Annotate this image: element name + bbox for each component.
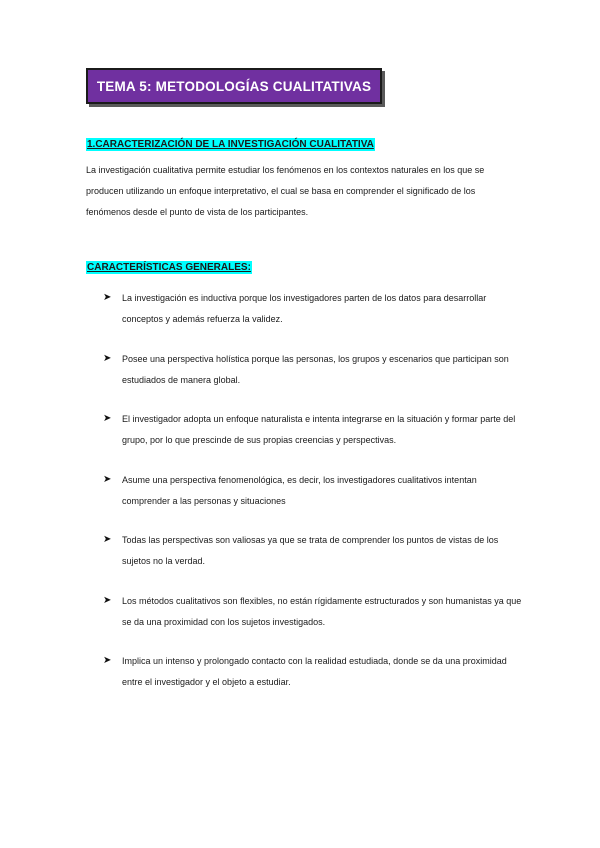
list-item	[103, 591, 523, 633]
arrow-bullet-icon: ➤	[103, 292, 112, 303]
intro-paragraph: La investigación cualitativa permite estudiar los fenómenos en los contextos naturales en los que se producen utilizando un enfoque interpretativo, el cual se basa en comprender el significado de los fenómenos desde el punto de vista de los participantes.	[86, 165, 485, 217]
section-heading-caracterizacion	[86, 139, 375, 150]
section-heading-text: 1.CARACTERIZACIÓN DE LA INVESTIGACIÓN CUALITATIVA	[87, 139, 374, 150]
title-banner	[86, 68, 382, 104]
list-item-text: El investigador adopta un enfoque naturalista e intenta integrarse en la situación y formar parte del grupo, por lo que prescinde de sus propias creencias y perspectivas.	[122, 414, 516, 445]
list-item-text: Todas las perspectivas son valiosas ya que se trata de comprender los puntos de vistas de los sujetos no la verdad.	[122, 535, 499, 566]
arrow-bullet-icon: ➤	[103, 534, 112, 545]
arrow-bullet-icon: ➤	[103, 473, 112, 485]
arrow-bullet-icon: ➤	[103, 413, 112, 424]
list-item	[103, 288, 523, 330]
list-item-text: Asume una perspectiva fenomenológica, es decir, los investigadores cualitativos intentan comprender a las personas y situaciones	[122, 474, 477, 506]
characteristics-list	[103, 288, 523, 712]
list-item-text: La investigación es inductiva porque los investigadores parten de los datos para desarrollar conceptos y además refuerza la validez.	[122, 293, 487, 324]
list-item-text: Posee una perspectiva holística porque las personas, los grupos y escenarios que participan son estudiados de manera global.	[122, 353, 509, 385]
arrow-bullet-icon: ➤	[103, 655, 112, 666]
list-item	[103, 409, 523, 451]
list-item	[103, 530, 523, 572]
list-item-text: Implica un intenso y prolongado contacto con la realidad estudiada, donde se da una proximidad entre el investigador y el objeto a estudiar.	[122, 656, 507, 687]
list-item	[103, 470, 523, 512]
arrow-bullet-icon: ➤	[103, 594, 112, 606]
list-item	[103, 651, 523, 693]
section-heading-caracteristicas	[86, 262, 252, 273]
arrow-bullet-icon: ➤	[103, 352, 112, 364]
list-item-text: Los métodos cualitativos son flexibles, no están rígidamente estructurados y son humanistas ya que se da una proximidad con los sujetos investigados.	[122, 595, 522, 627]
section-heading-text: CARACTERÍSTICAS GENERALES:	[87, 262, 251, 273]
list-item	[103, 349, 523, 391]
page-title: TEMA 5: METODOLOGÍAS CUALITATIVAS	[96, 78, 372, 94]
